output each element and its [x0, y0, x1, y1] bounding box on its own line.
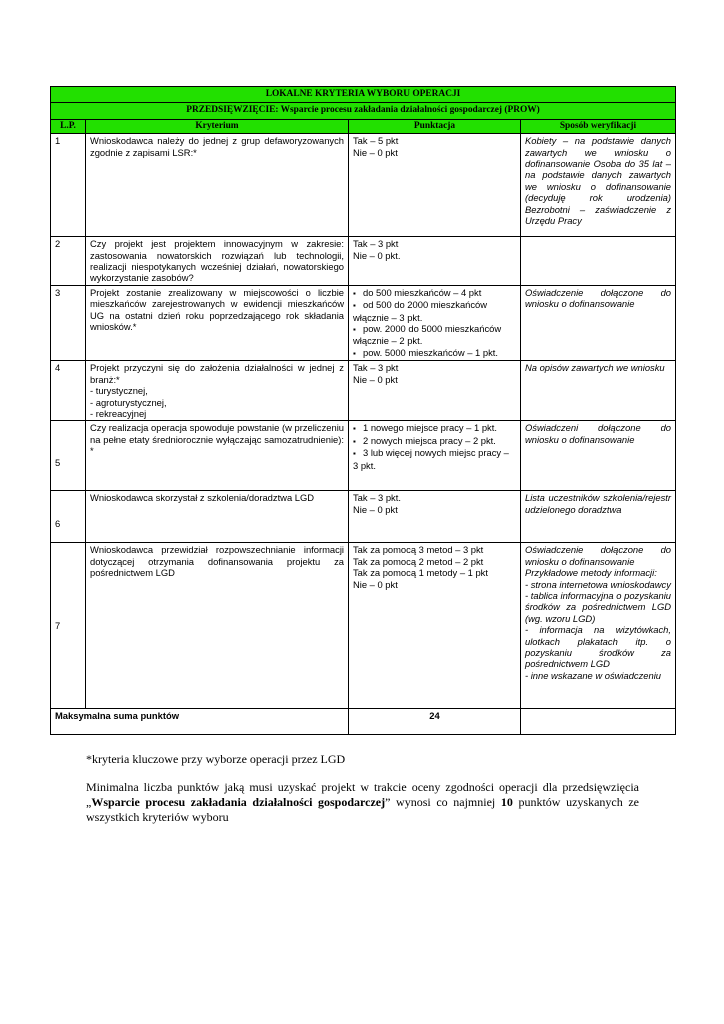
- row-lp: 7: [51, 543, 86, 709]
- weryfikacja-line: - tablica informacyjna o pozyskaniu środków za pośrednictwem LGD (wg. wzoru LGD): [525, 589, 672, 624]
- table-title: LOKALNE KRYTERIA WYBORU OPERACJI: [51, 87, 676, 103]
- bullet-icon: ▪: [353, 424, 356, 434]
- table-row: [51, 134, 676, 237]
- criteria-table: [50, 86, 676, 735]
- punktacja-line: Tak – 5 pkt: [353, 135, 399, 147]
- punktacja-line: Tak za pomocą 1 metody – 1 pkt: [353, 567, 488, 579]
- sum-value: 24: [349, 709, 521, 735]
- row-weryfikacja: Kobiety – na podstawie danych zawartych we wniosku o dofinansowanie Osoba do 35 lat – na podstawie danych zawartych we wniosku o dofinansowanie (decyduję rok urodzenia) Bezrobotni – zaświadczenie z Urzędu Pracy: [521, 134, 676, 237]
- paragraph-text: punktów uzyskanych ze wszystkich kryteriów wyboru: [86, 795, 639, 824]
- paragraph-text: ” wynosi co najmniej: [385, 795, 501, 809]
- punktacja-line: Nie – 0 pkt: [353, 373, 398, 385]
- punktacja-line: Tak za pomocą 2 metod – 2 pkt: [353, 555, 484, 567]
- punktacja-text: 3 lub więcej nowych miejsc pracy – 3 pkt.: [353, 447, 509, 471]
- sum-row: [51, 709, 676, 735]
- footnote: *kryteria kluczowe przy wyborze operacji przez LGD: [86, 752, 346, 766]
- sum-empty-cell: [521, 709, 676, 735]
- table-row: [51, 491, 676, 543]
- row-lp: 3: [51, 285, 86, 360]
- paragraph-bold-number: 10: [500, 795, 513, 809]
- minimum-points-paragraph: [86, 780, 639, 825]
- kryterium-line: - rekreacyjnej: [90, 407, 147, 419]
- row-weryfikacja: Na opisów zawartych we wniosku: [521, 361, 676, 421]
- row-lp: 4: [51, 361, 86, 421]
- table-row: [51, 421, 676, 491]
- punktacja-text: od 500 do 2000 mieszkańców włącznie – 3 pkt.: [353, 299, 488, 323]
- row-kryterium: Projekt zostanie zrealizowany w miejscowości o liczbie mieszkańców zarejestrowanych w ewidencji mieszkańców UG na ostatni dzień roku poprzedzającego rok składania wniosków.*: [86, 285, 349, 360]
- row-punktacja: [349, 237, 521, 286]
- row-kryterium: Wnioskodawca należy do jednej z grup defaworyzowanych zgodnie z zapisami LSR:*: [86, 134, 349, 237]
- punktacja-line: Nie – 0 pkt.: [353, 249, 401, 261]
- bullet-icon: ▪: [353, 325, 356, 335]
- paragraph-bold-title: Wsparcie procesu zakładania działalności gospodarczej: [91, 795, 386, 809]
- header-kryterium: Kryterium: [86, 119, 349, 133]
- row-punktacja: [349, 491, 521, 543]
- sum-label: Maksymalna suma punktów: [51, 709, 349, 735]
- punktacja-text: pow. 2000 do 5000 mieszkańców włącznie – 2 pkt.: [353, 323, 502, 347]
- weryfikacja-line: - informacja na wizytówkach, ulotkach plakatach itp. o pozyskaniu środków za pośrednictwem LGD: [525, 624, 672, 670]
- punktacja-line: Tak za pomocą 3 metod – 3 pkt: [353, 544, 484, 556]
- punktacja-line: Tak – 3 pkt: [353, 362, 399, 374]
- row-lp: 1: [51, 134, 86, 237]
- subtitle-prefix: PRZEDSIĘWZIĘCIE: [186, 105, 276, 116]
- row-punktacja: [349, 543, 521, 709]
- punktacja-item: [353, 323, 516, 347]
- table-row: [51, 361, 676, 421]
- header-lp: L.P.: [51, 119, 86, 133]
- bullet-icon: ▪: [353, 288, 356, 298]
- table-row: [51, 285, 676, 360]
- table-header-row: [51, 119, 676, 133]
- punktacja-line: Tak – 3 pkt: [353, 238, 399, 250]
- bullet-icon: ▪: [353, 449, 356, 459]
- row-kryterium: Czy projekt jest projektem innowacyjnym w zakresie: zastosowania nowatorskich rozwiązań lub technologii, realizacji niespotykanych wcześniej działań, nowatorskiego wykorzystanie zasobów?: [86, 237, 349, 286]
- punktacja-item: [353, 422, 516, 434]
- row-punktacja: [349, 421, 521, 491]
- punktacja-item: [353, 447, 516, 471]
- weryfikacja-line: - strona internetowa wnioskodawcy: [525, 578, 671, 590]
- punktacja-item: [353, 299, 516, 323]
- table-row: [51, 543, 676, 709]
- punktacja-line: Nie – 0 pkt: [353, 578, 398, 590]
- row-lp: 5: [51, 421, 86, 491]
- punktacja-line: Nie – 0 pkt: [353, 503, 398, 515]
- punktacja-item: [353, 435, 516, 447]
- punktacja-item: [353, 287, 516, 299]
- kryterium-line: - turystycznej,: [90, 385, 148, 397]
- kryterium-line: - agroturystycznej,: [90, 396, 167, 408]
- punktacja-text: do 500 mieszkańców – 4 pkt: [363, 286, 482, 298]
- row-punktacja: [349, 285, 521, 360]
- table-subtitle: [51, 103, 676, 119]
- punktacja-line: Nie – 0 pkt: [353, 146, 398, 158]
- row-weryfikacja: Oświadczeni dołączone do wniosku o dofinansowanie: [521, 421, 676, 491]
- header-weryfikacja: Sposób weryfikacji: [521, 119, 676, 133]
- row-kryterium: Czy realizacja operacja spowoduje powstanie (w przeliczeniu na pełne etaty średniorocznie wyłączając samozatrudnienie): *: [86, 421, 349, 491]
- row-kryterium: [86, 361, 349, 421]
- kryterium-line: Projekt przyczyni się do założenia działalności w jednej z branż:*: [90, 362, 344, 385]
- punktacja-line: Tak – 3 pkt.: [353, 492, 401, 504]
- row-kryterium: Wnioskodawca skorzystał z szkolenia/doradztwa LGD: [86, 491, 349, 543]
- punktacja-text: 1 nowego miejsce pracy – 1 pkt.: [363, 422, 497, 434]
- punktacja-text: pow. 5000 mieszkańców – 1 pkt.: [363, 346, 498, 358]
- punktacja-text: 2 nowych miejsca pracy – 2 pkt.: [363, 434, 496, 446]
- row-kryterium: Wnioskodawca przewidział rozpowszechnianie informacji dotyczącej otrzymania dofinansowania projektu za pośrednictwem LGD: [86, 543, 349, 709]
- row-weryfikacja: Oświadczenie dołączone do wniosku o dofinansowanie: [521, 285, 676, 360]
- row-punktacja: [349, 134, 521, 237]
- row-weryfikacja: [521, 543, 676, 709]
- table-row: [51, 237, 676, 286]
- punktacja-item: [353, 347, 516, 359]
- row-weryfikacja: [521, 237, 676, 286]
- weryfikacja-line: Przykładowe metody informacji:: [525, 567, 657, 579]
- weryfikacja-line: Oświadczenie dołączone do wniosku o dofinansowanie: [525, 544, 672, 567]
- row-weryfikacja: Lista uczestników szkolenia/rejestr udzielonego doradztwa: [521, 491, 676, 543]
- bullet-icon: ▪: [353, 301, 356, 311]
- weryfikacja-line: - inne wskazane w oświadczeniu: [525, 669, 662, 681]
- bullet-icon: ▪: [353, 348, 356, 358]
- bullet-icon: ▪: [353, 436, 356, 446]
- row-punktacja: [349, 361, 521, 421]
- row-lp: 6: [51, 491, 86, 543]
- paragraph-text: Minimalna liczba punktów jaką musi uzyskać projekt w trakcie oceny zgodności operacji dla przedsięwzięcia „: [86, 780, 639, 809]
- row-lp: 2: [51, 237, 86, 286]
- header-punktacja: Punktacja: [349, 119, 521, 133]
- subtitle-rest: : Wsparcie procesu zakładania działalności gospodarczej (PROW): [275, 105, 540, 116]
